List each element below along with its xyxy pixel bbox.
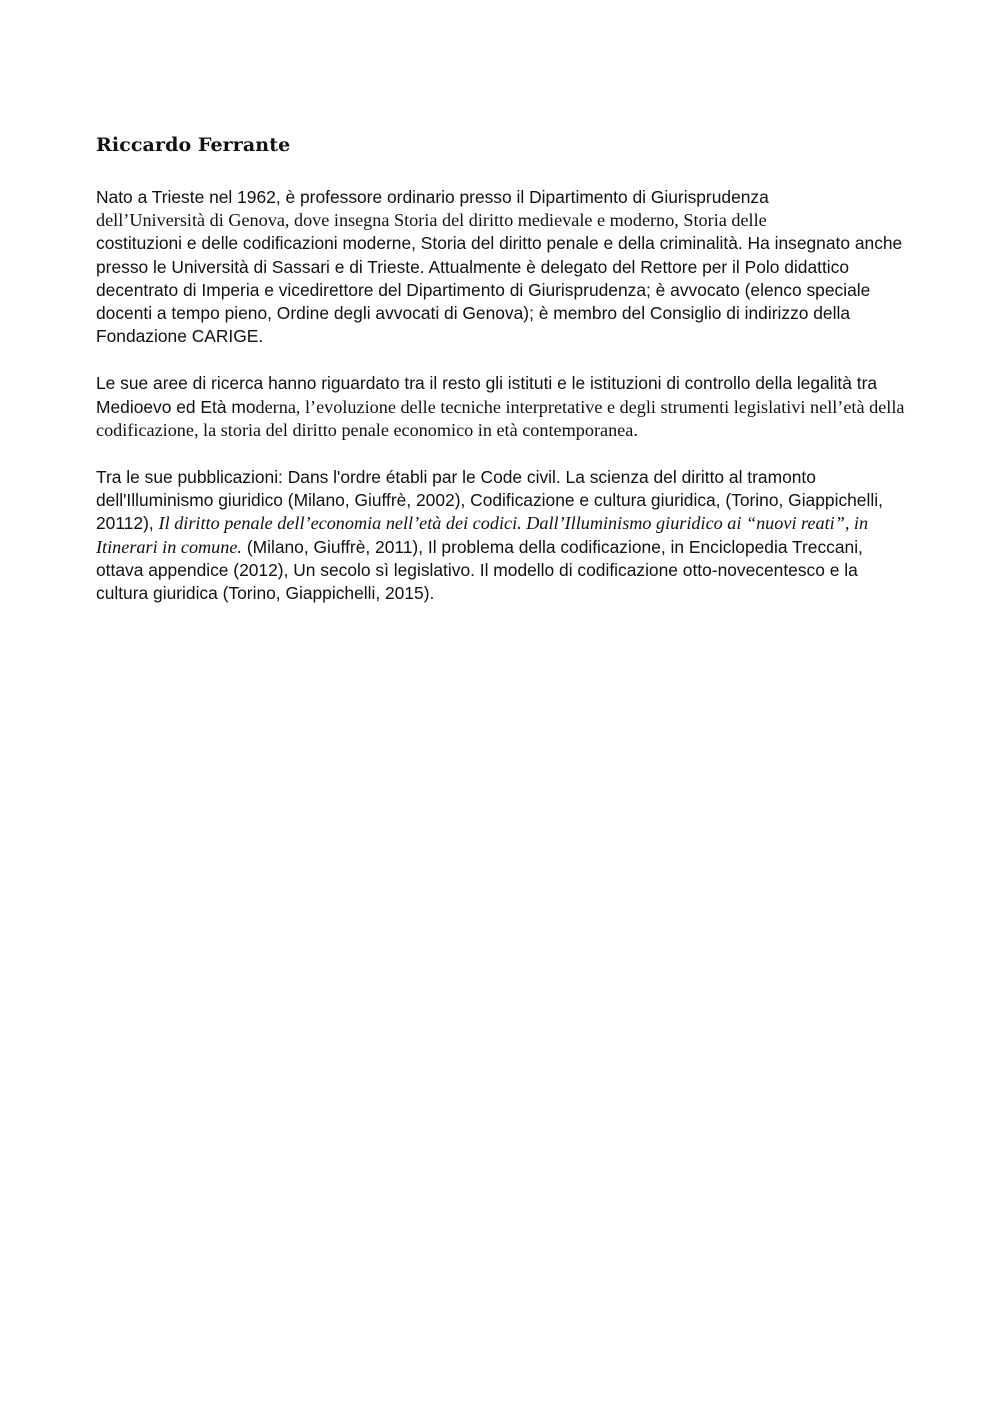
bio-text-part2: dell’Università di Genova, dove insegna Storia del diritto medievale e moderno, Storia delle (96, 210, 767, 231)
bio-text-part3: costituzioni e delle codificazioni moderne, Storia del diritto penale e della criminalità. Ha insegnato anche presso le Università di Sassari e di Trieste. Attualmente è delegato del Rettore per il Polo didattico decentrato di Imperia e vicedirettore del Dipartimento di Giurisprudenza; è avvocato (elenco speciale docenti a tempo pieno, Ordine degli avvocati di Genova); è membro del Consiglio di indirizzo della Fondazione CARIGE. (96, 233, 903, 347)
document-title: Riccardo Ferrante (96, 134, 291, 156)
bio-text-part1: Nato a Trieste nel 1962, è professore ordinario presso il Dipartimento di Giurisprudenza (96, 187, 769, 207)
document-page (96, 134, 908, 629)
publications-paragraph (96, 466, 908, 605)
research-paragraph (96, 372, 908, 442)
publications-italic-title: Il diritto penale dell’economia nell’età dei codici. Dall’Illuminismo giuridico ai “nuovi reati”, in Itinerari in comune. (96, 513, 869, 557)
research-text-part1: Le sue aree di ricerca hanno riguardato tra il resto gli istituti e le istituzioni di controllo della legalità tra Medioevo ed Età mo (96, 373, 878, 417)
research-text-part2: derna, l’evoluzione delle tecniche interpretative e degli strumenti legislativi nell’età della codificazione, la storia del diritto penale economico in età contemporanea. (96, 396, 905, 440)
publications-text-part2: (Milano, Giuffrè, 2011), Il problema della codificazione, in Enciclopedia Treccani, ottava appendice (2012), Un secolo sì legislativo. Il modello di codificazione otto-novecentesco e la cultura giuridica (Torino, Giappichelli, 2015). (96, 536, 863, 604)
publications-text-part1: Tra le sue pubblicazioni: Dans l'ordre établi par le Code civil. La scienza del diritto al tramonto dell'Illuminismo giuridico (Milano, Giuffrè, 2002), Codificazione e cultura giuridica, (Torino, Giappichelli, 20112), (96, 467, 883, 534)
biography-paragraph (96, 186, 908, 348)
